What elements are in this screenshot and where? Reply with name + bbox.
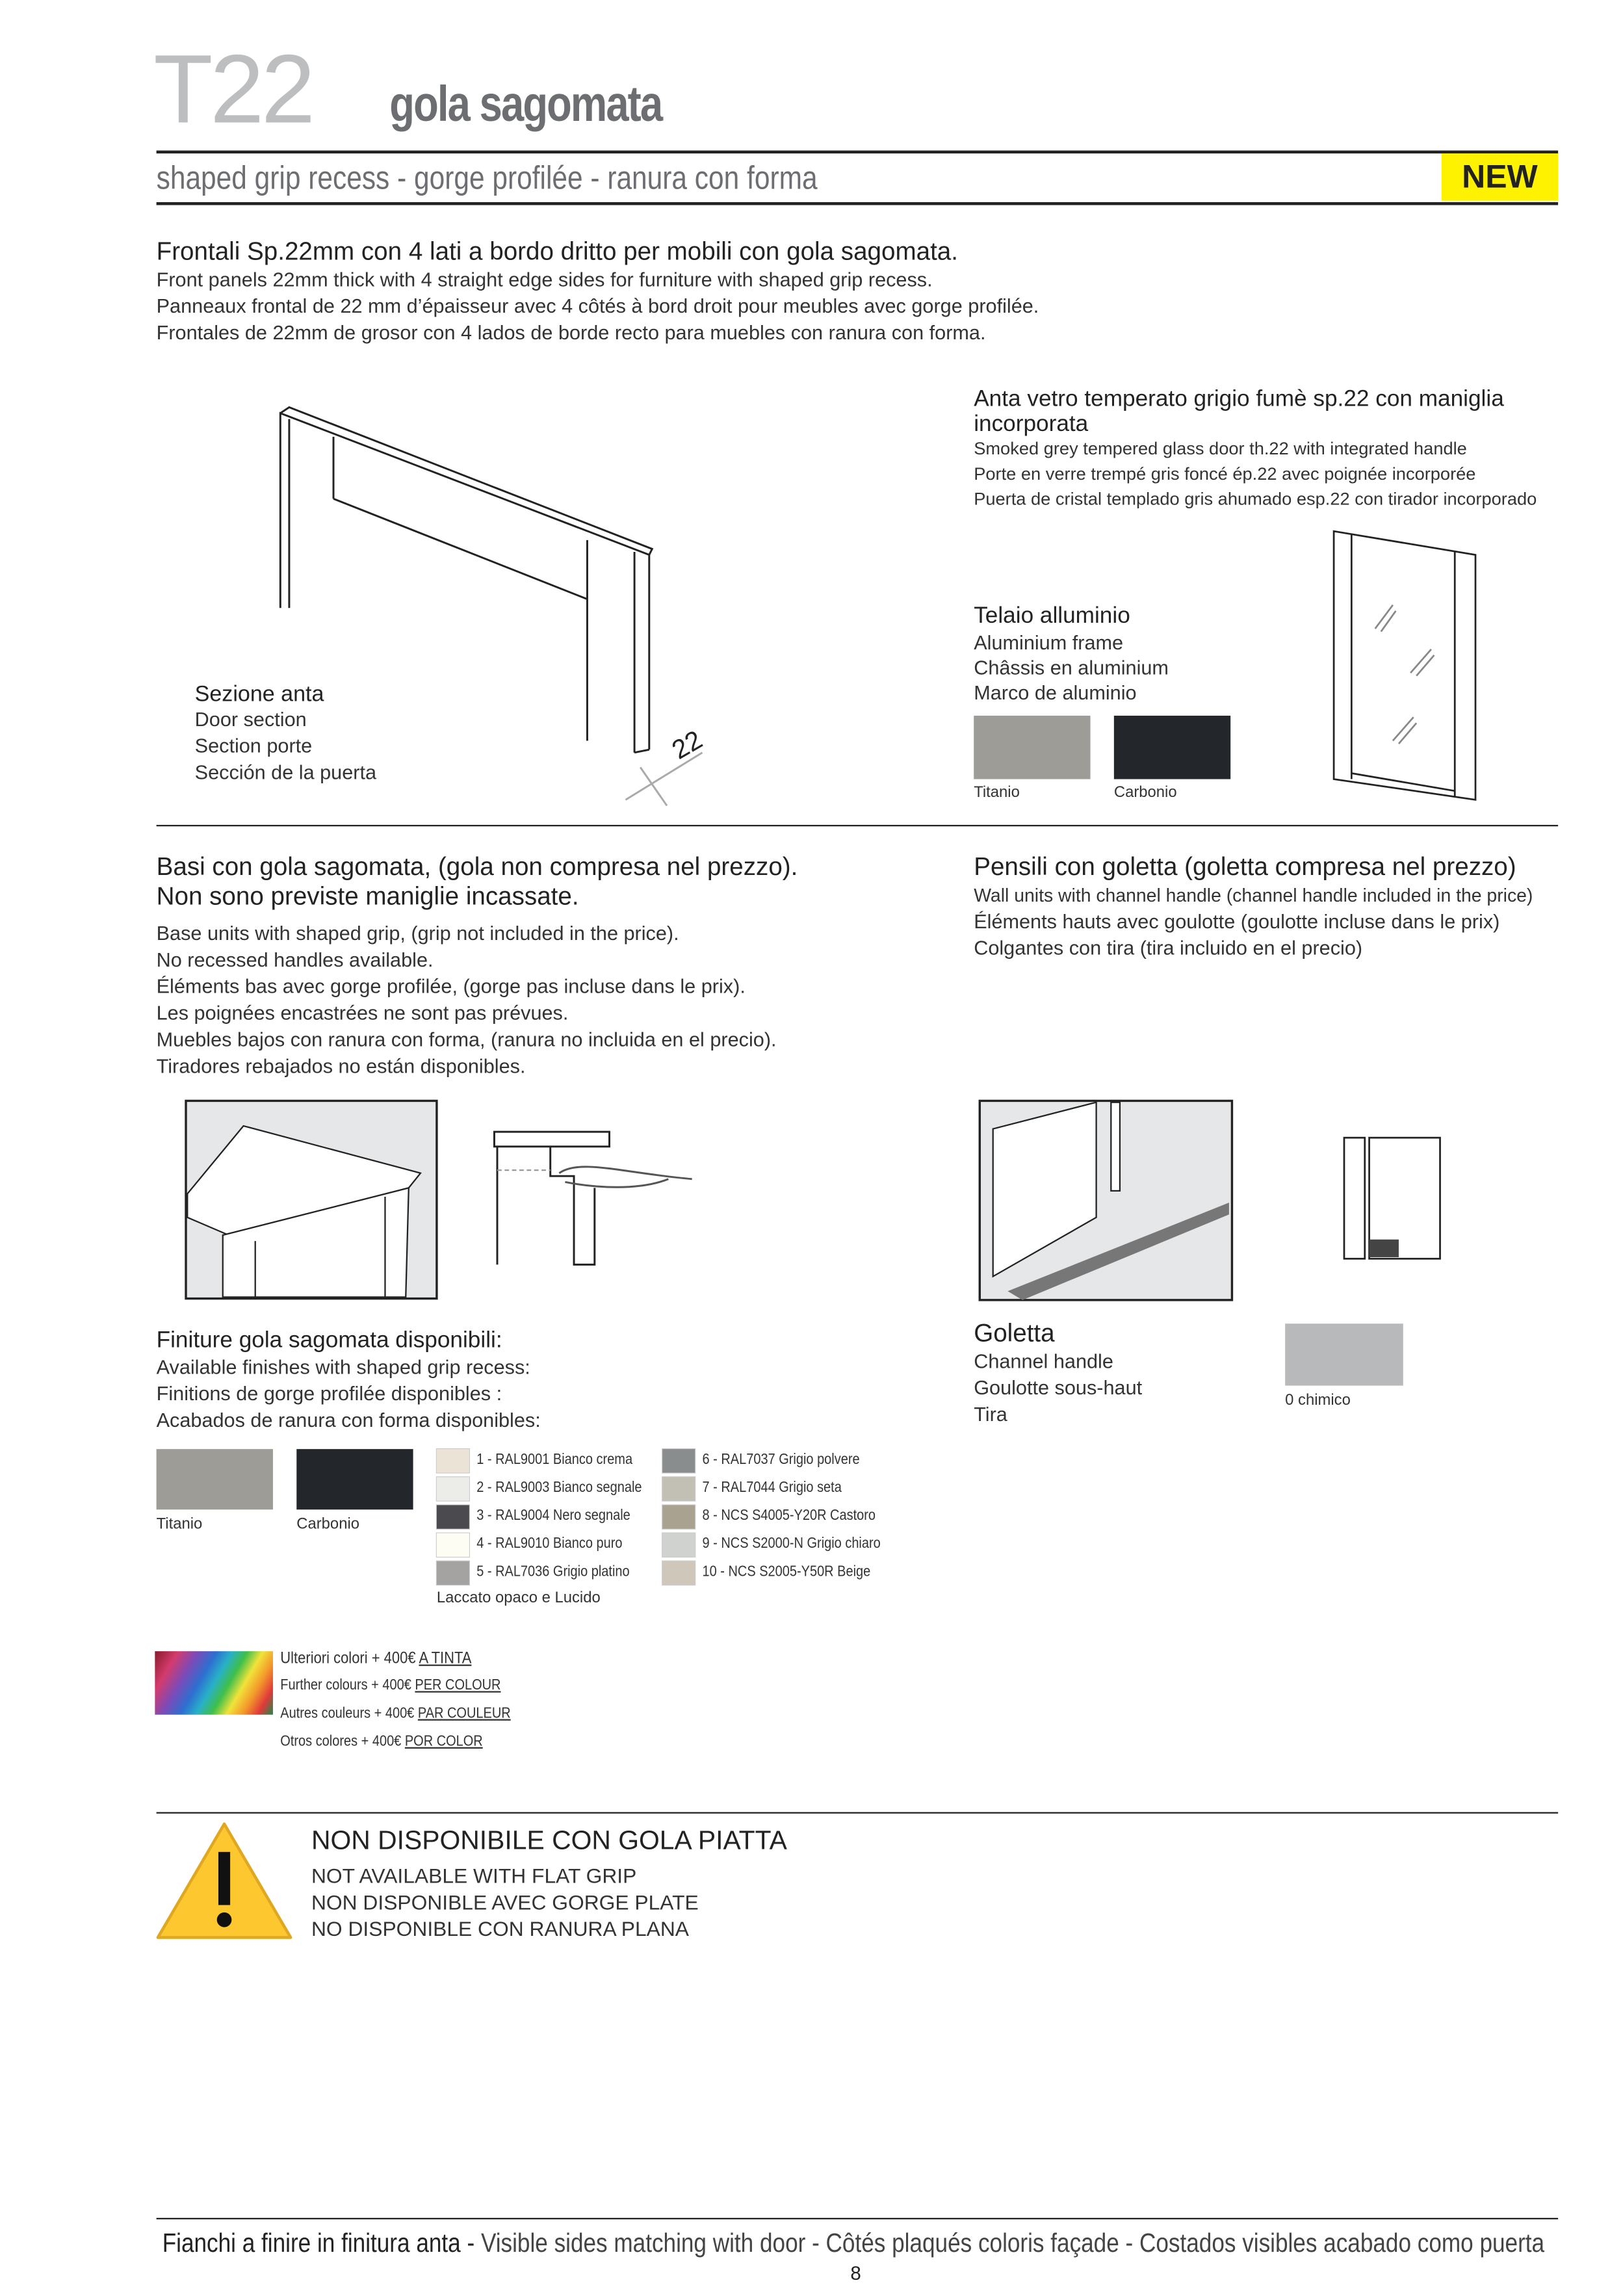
frame-line: Aluminium frame [974,631,1124,654]
lacquer-swatch [662,1533,695,1557]
footer-note [162,2228,1544,2260]
bases-line: No recessed handles available. [156,948,434,971]
finishes-line: Finitions de gorge profilée disponibles : [156,1382,502,1405]
lacquer-label: 7 - RAL7044 Grigio seta [702,1480,842,1496]
glass-line: Porte en verre trempé gris foncé ép.22 avec poignée incorporée [974,463,1476,484]
subtitle: shaped grip recess - gorge profilée - ranura con forma [156,159,818,196]
lacquer-label: 6 - RAL7037 Grigio polvere [702,1452,860,1468]
channel-handle-drawing [978,1099,1234,1301]
swatch-chimico [1285,1324,1403,1385]
wall-info [974,853,1533,962]
divider [157,2218,1559,2219]
frame-info [974,603,1169,705]
wall-line: Colgantes con tira (tira incluido en el precio) [974,937,1363,959]
lacquer-swatch [437,1449,469,1472]
finishes-title: Finiture gola sagomata disponibili: [156,1328,502,1353]
lacquer-label: 1 - RAL9001 Bianco crema [476,1452,633,1468]
intro-line: Frontales de 22mm de grosor con 4 lados de borde recto para muebles con ranura con forma. [156,321,986,344]
lacquer-swatch [662,1561,695,1585]
divider [157,1812,1559,1814]
goletta-title: Goletta [974,1319,1055,1348]
page-title: gola sagomata [389,77,662,133]
frame-title: Telaio alluminio [974,603,1130,629]
divider [157,151,1559,154]
footer-rest: Visible sides matching with door - Côtés plaqués coloris façade - Costados visibles acabado como puerta [480,2228,1545,2258]
warning-title: NON DISPONIBILE CON GOLA PIATTA [311,1825,787,1855]
wall-line: Wall units with channel handle (channel handle included in the price) [974,885,1533,906]
swatch-carbonio [1114,716,1230,779]
lacquer-label: 2 - RAL9003 Bianco segnale [476,1480,642,1496]
warning-icon [155,1820,295,1944]
lacquer-swatch [437,1505,469,1528]
frame-line: Châssis en aluminium [974,657,1169,679]
warning-line: NOT AVAILABLE WITH FLAT GRIP [311,1864,637,1888]
bases-title: Non sono previste maniglie incassate. [156,882,579,911]
further-colours-swatch [155,1651,273,1715]
divider [157,202,1559,205]
wall-title: Pensili con goletta (goletta compresa nel prezzo) [974,853,1516,881]
dimension-label: 22 [666,724,708,765]
section-line: Section porte [194,735,313,757]
page-number: 8 [850,2262,861,2284]
swatch-label: Carbonio [1113,783,1177,802]
glass-door-info [974,387,1549,512]
swatch-label: Titanio [974,783,1020,802]
lacquer-label: 10 - NCS S2005-Y50R Beige [702,1564,871,1581]
wall-line: Éléments hauts avec goulotte (goulotte incluse dans le prix) [974,910,1500,933]
lacquer-swatch [662,1505,695,1528]
swatch-titanio [157,1449,273,1509]
bases-line: Tiradores rebajados no están disponibles. [156,1055,526,1078]
finishes-line: Acabados de ranura con forma disponibles: [156,1409,541,1431]
warning-line: NON DISPONIBLE AVEC GORGE PLATE [311,1890,699,1914]
swatch-label: Titanio [156,1515,203,1533]
bases-title: Basi con gola sagomata, (gola non compresa nel prezzo). [156,853,798,881]
new-badge: NEW [1442,153,1558,201]
glass-line: Puerta de cristal templado gris ahumado esp.22 con tirador incorporado [974,488,1537,510]
bases-line: Les poignées encastrées ne sont pas prévues. [156,1002,569,1024]
further-line: Further colours + 400€ PER COLOUR [280,1677,501,1694]
channel-profile-drawing [1340,1133,1446,1266]
glass-line: Smoked grey tempered glass door th.22 with integrated handle [974,438,1467,459]
lacquer-label: 4 - RAL9010 Bianco puro [476,1536,623,1553]
lacquer-label: 5 - RAL7036 Grigio platino [476,1564,630,1581]
lacquer-swatch [437,1533,469,1557]
further-line: Otros colores + 400€ POR COLOR [280,1734,483,1751]
swatch-carbonio [296,1449,413,1509]
swatch-label: 0 chimico [1285,1391,1351,1409]
lacquer-swatch [437,1477,469,1500]
footer-bold: Fianchi a finire in finitura anta - [162,2228,481,2258]
section-line: Door section [194,708,307,731]
goletta-line: Tira [974,1403,1007,1426]
bases-line: Muebles bajos con ranura con forma, (ranura no incluida en el precio). [156,1028,777,1051]
grip-profile-drawing [491,1129,698,1271]
lacquer-swatch [662,1449,695,1472]
lacquer-label: 8 - NCS S4005-Y20R Castoro [702,1507,876,1524]
divider [157,825,1559,826]
bases-line: Éléments bas avec gorge profilée, (gorge pas incluse dans le prix). [156,975,746,998]
lacquer-swatch [662,1477,695,1500]
frame-line: Marco de aluminio [974,681,1137,704]
section-caption [195,682,376,787]
warning-line: NO DISPONIBLE CON RANURA PLANA [311,1916,689,1941]
glass-title: Anta vetro temperato grigio fumè sp.22 con maniglia incorporata [974,386,1504,437]
product-code: T22 [153,34,313,144]
lacquer-swatch [437,1561,469,1585]
finishes-info [157,1328,541,1434]
warning-text [311,1825,787,1942]
lacquer-label: 9 - NCS S2000-N Grigio chiaro [702,1536,881,1553]
goletta-line: Goulotte sous-haut [974,1376,1143,1399]
section-title: Sezione anta [194,681,324,707]
goletta-info [974,1319,1142,1428]
glass-door-drawing [1328,528,1485,806]
further-line: Autres couleurs + 400€ PAR COULEUR [280,1706,511,1723]
lacquer-caption: Laccato opaco e Lucido [436,1589,601,1608]
base-unit-drawing [185,1099,438,1300]
intro [157,237,1039,346]
swatch-label: Carbonio [296,1515,360,1533]
further-line: Ulteriori colori + 400€ A TINTA [280,1649,472,1668]
intro-line: Panneaux frontal de 22 mm d’épaisseur avec 4 côtés à bord droit pour meubles avec gorge profilée. [156,295,1039,318]
goletta-line: Channel handle [974,1350,1113,1373]
intro-line: Front panels 22mm thick with 4 straight edge sides for furniture with shaped grip recess. [156,268,933,291]
lacquer-label: 3 - RAL9004 Nero segnale [476,1507,630,1524]
swatch-titanio [974,716,1090,779]
bases-info [157,853,798,1080]
intro-title: Frontali Sp.22mm con 4 lati a bordo dritto per mobili con gola sagomata. [156,237,959,266]
finishes-line: Available finishes with shaped grip recess: [156,1356,530,1379]
section-line: Sección de la puerta [194,761,377,784]
bases-line: Base units with shaped grip, (grip not included in the price). [156,922,679,945]
